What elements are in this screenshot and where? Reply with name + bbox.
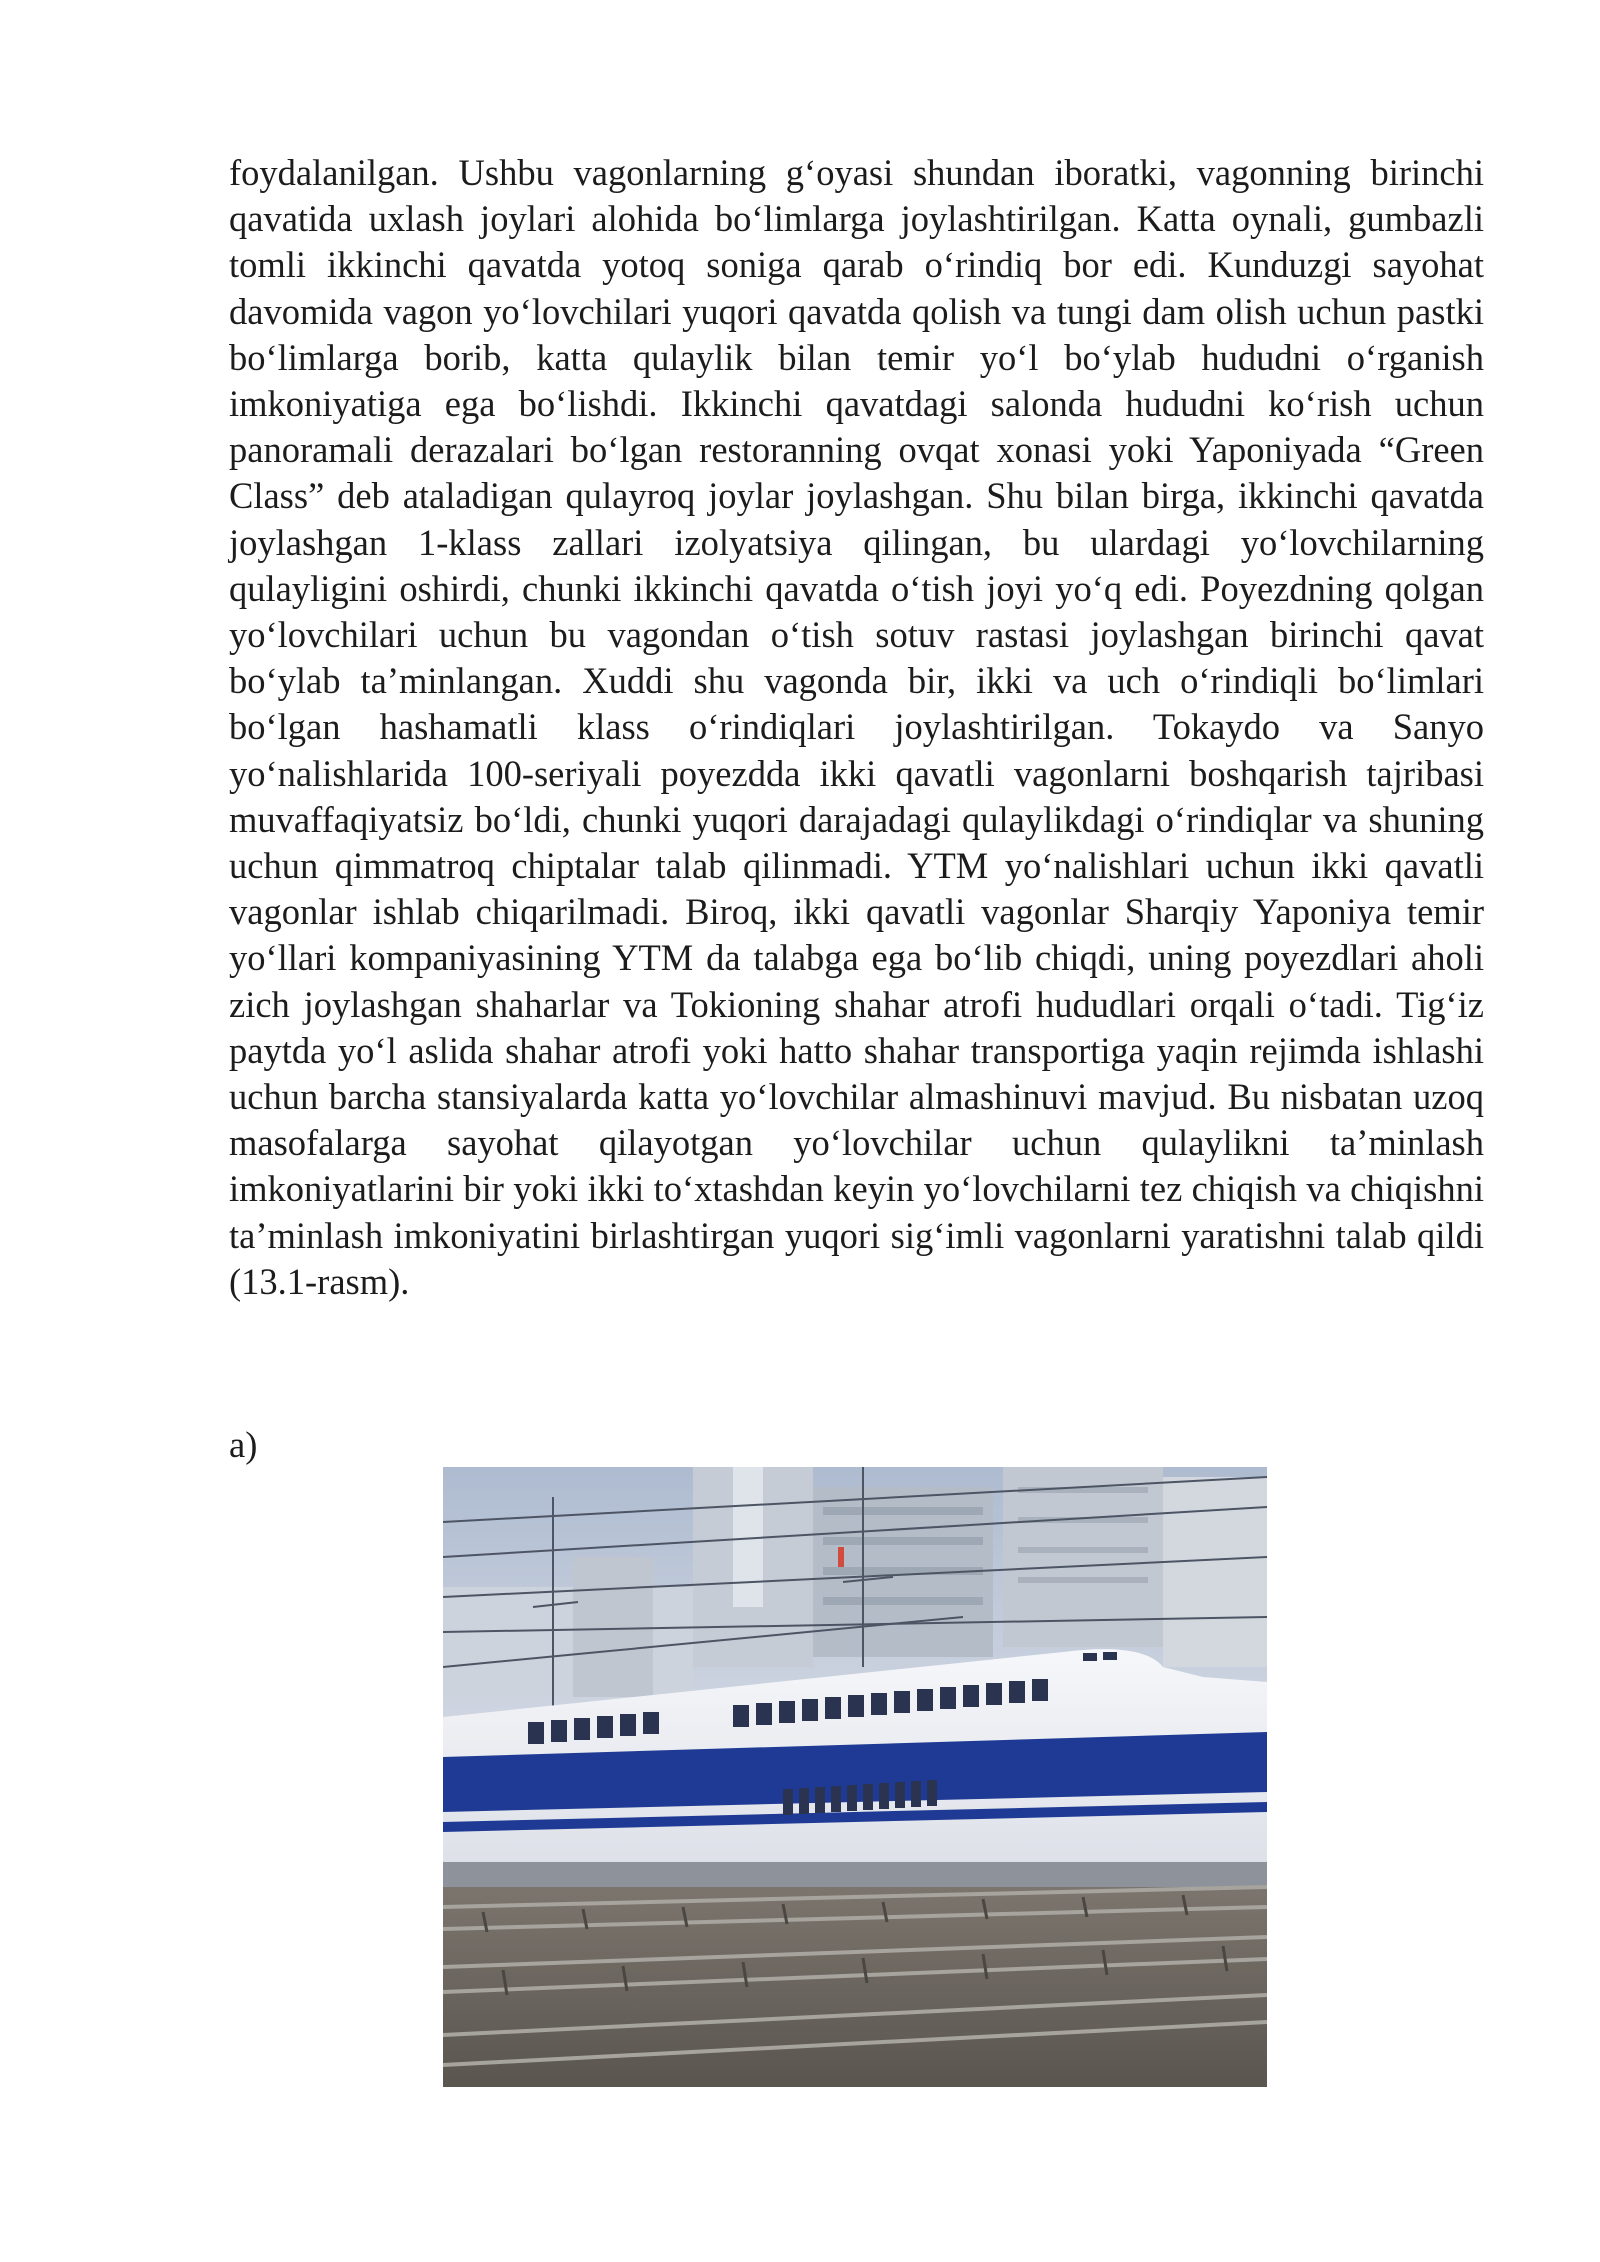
figure-label: a) — [229, 1424, 258, 1465]
train-photo — [443, 1467, 1267, 2087]
body-paragraph: foydalanilgan. Ushbu vagonlarning g‘oyasi shundan iboratki, vagonning birinchi qavatida uxlash joylari alohida bo‘limlarga joylashtirilgan. Katta oynali, gumbazli tomli ikkinchi qavatda yotoq soniga qarab o‘rindiq bor edi. Kunduzgi sayohat davomida vagon yo‘lovchilari yuqori qavatda qolish va tungi dam olish uchun pastki bo‘limlarga borib, katta qulaylik bilan temir yo‘l bo‘ylab hududni o‘rganish imkoniyatiga ega bo‘lishdi. Ikkinchi qavatdagi salonda hududni ko‘rish uchun panoramali derazalari bo‘lgan restoranning ovqat xonasi yoki Yaponiyada “Green Class” deb ataladigan qulayroq joylar joylashgan. Shu bilan birga, ikkinchi qavatda joylashgan 1-klass zallari izolyatsiya qilingan, bu ulardagi yo‘lovchilarning qulayligini oshirdi, chunki ikkinchi qavatda o‘tish joyi yo‘q edi. Poyezdning qolgan yo‘lovchilari uchun bu vagondan o‘tish sotuv rastasi joylashgan birinchi qavat bo‘ylab ta’minlangan. Xuddi shu vagonda bir, ikki va uch o‘rindiqli bo‘limlari bo‘lgan hashamatli klass o‘rindiqlari joylashtirilgan. Tokaydo va Sanyo yo‘nalishlarida 100-seriyali poyezdda ikki qavatli vagonlarni boshqarish tajribasi muvaffaqiyatsiz bo‘ldi, chunki yuqori darajadagi qulaylikdagi o‘rindiqlar va shuning uchun qimmatroq chiptalar talab qilinmadi. YTM yo‘nalishlari uchun ikki qavatli vagonlar ishlab chiqarilmadi. Biroq, ikki qavatli vagonlar Sharqiy Yaponiya temir yo‘llari kompaniyasining YTM da talabga ega bo‘lib chiqdi, uning poyezdlari aholi zich joylashgan shaharlar va Tokioning shahar atrofi hududlari orqali o‘tadi. Tig‘iz paytda yo‘l aslida shahar atrofi yoki hatto shahar transportiga yaqin rejimda ishlashi uchun barcha stansiyalarda katta yo‘lovchilar almashinuvi mavjud. Bu nisbatan uzoq masofalarga sayohat qilayotgan yo‘lovchilar uchun qulaylikni ta’minlash imkoniyatlarini bir yoki ikki to‘xtashdan keyin yo‘lovchilarni tez chiqish va chiqishni ta’minlash imkoniyatini birlashtirgan yuqori sig‘imli vagonlarni yaratishni talab qildi (13.1-rasm). — [229, 152, 1484, 1302]
